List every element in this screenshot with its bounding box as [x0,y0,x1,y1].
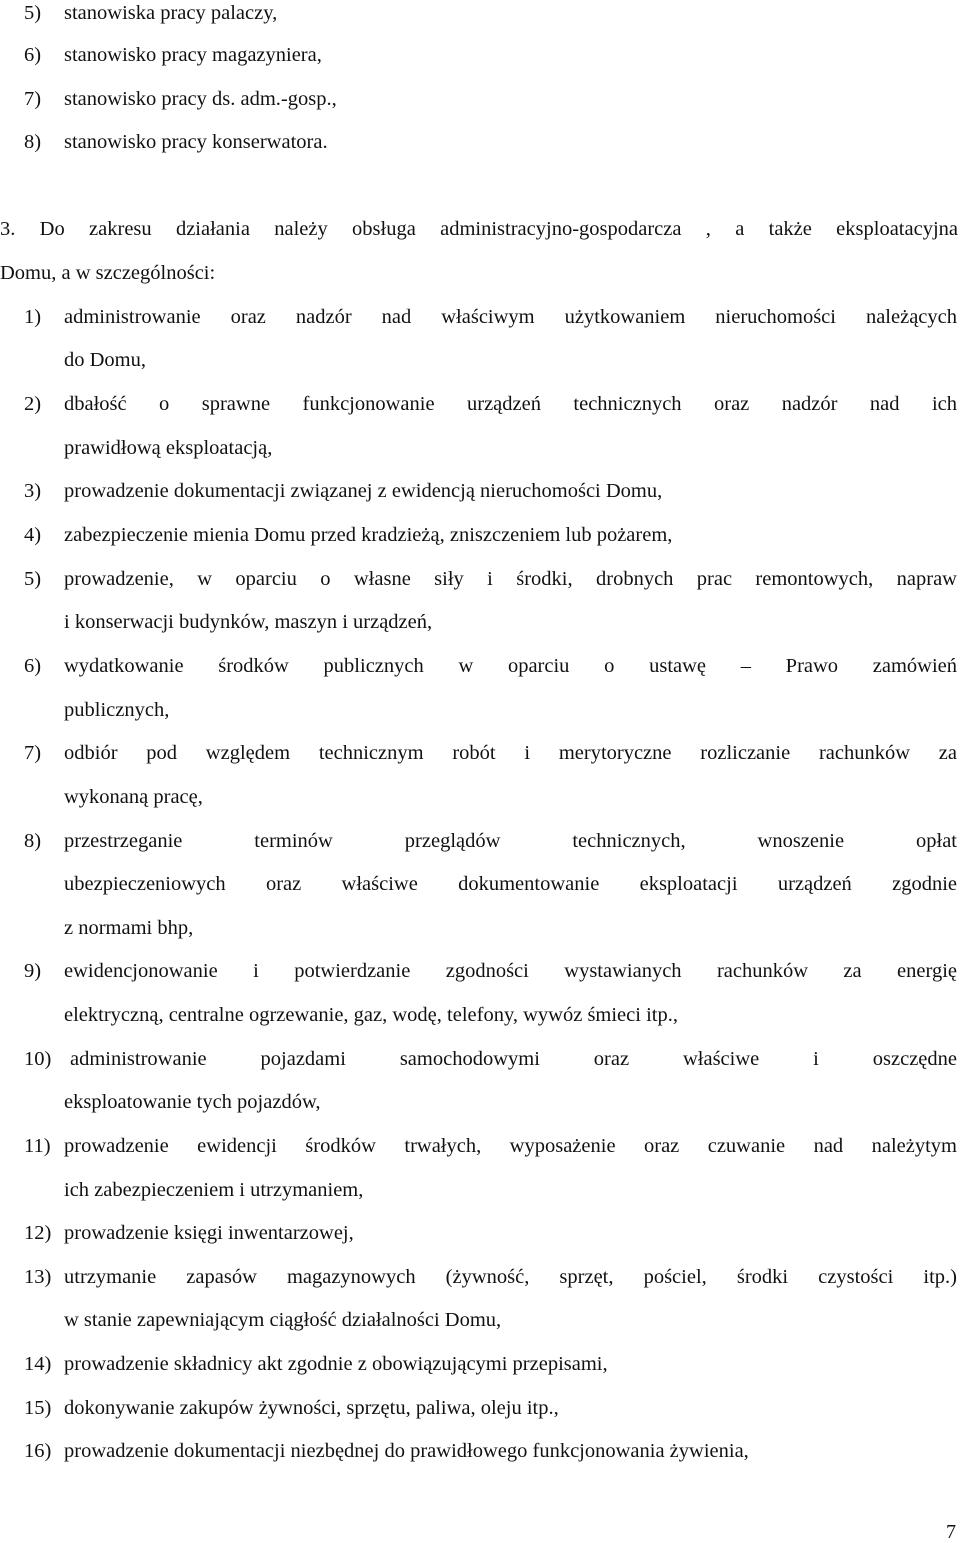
item-text: do Domu, [64,349,146,371]
item-number: 16) [24,1440,52,1462]
item-number: 7) [24,742,42,764]
item-number: 11) [24,1135,51,1157]
item-text: administrowanie pojazdami samochodowymi oraz właściwe i oszczędne [70,1048,957,1070]
item-text: prowadzenie, w oparciu o własne siły i środki, drobnych prac remontowych, napraw [64,568,957,590]
item-number: 8) [24,830,42,852]
item-text: dokonywanie zakupów żywności, sprzętu, paliwa, oleju itp., [64,1397,559,1419]
item-number: 8) [24,131,42,153]
item-number: 6) [24,44,42,66]
item-text: prowadzenie dokumentacji związanej z ewidencją nieruchomości Domu, [64,480,663,502]
item-number: 13) [24,1266,52,1288]
item-number: 12) [24,1222,52,1244]
item-number: 15) [24,1397,52,1419]
item-number: 5) [24,2,42,24]
item-text: administrowanie oraz nadzór nad właściwym użytkowaniem nieruchomości należących [64,306,957,328]
item-text: stanowisko pracy konserwatora. [64,131,328,153]
item-text: utrzymanie zapasów magazynowych (żywność, sprzęt, pościel, środki czystości itp.) [64,1266,957,1288]
item-text: w stanie zapewniającym ciągłość działalności Domu, [64,1309,502,1331]
item-text: stanowiska pracy palaczy, [64,2,278,24]
item-text: prowadzenie składnicy akt zgodnie z obowiązującymi przepisami, [64,1353,608,1375]
item-number: 9) [24,960,42,982]
item-number: 14) [24,1353,52,1375]
item-text: publicznych, [64,699,170,721]
item-text: ewidencjonowanie i potwierdzanie zgodności wystawianych rachunków za energię [64,960,957,982]
item-text: wykonaną pracę, [64,786,203,808]
item-text: prawidłową eksploatacją, [64,437,273,459]
item-text: prowadzenie księgi inwentarzowej, [64,1222,354,1244]
section-3-line-2: Domu, a w szczególności: [0,262,216,284]
item-text: stanowisko pracy ds. adm.-gosp., [64,88,337,110]
item-number: 2) [24,393,42,415]
item-text: ich zabezpieczeniem i utrzymaniem, [64,1179,364,1201]
item-text: odbiór pod względem technicznym robót i merytoryczne rozliczanie rachunków za [64,742,957,764]
item-text: stanowisko pracy magazyniera, [64,44,322,66]
item-text: elektryczną, centralne ogrzewanie, gaz, wodę, telefony, wywóz śmieci itp., [64,1004,678,1026]
item-text: zabezpieczenie mienia Domu przed kradzieżą, zniszczeniem lub pożarem, [64,524,673,546]
item-text: ubezpieczeniowych oraz właściwe dokumentowanie eksploatacji urządzeń zgodnie [64,873,957,895]
list-item [24,42,322,68]
item-number: 1) [24,306,42,328]
list-item [24,0,277,26]
list-item [24,129,328,155]
item-number: 4) [24,524,42,546]
page-number: 7 [946,1521,956,1543]
item-number: 10) [24,1048,52,1070]
item-number: 7) [24,88,42,110]
item-text: i konserwacji budynków, maszyn i urządzeń, [64,611,433,633]
item-number: 3) [24,480,42,502]
list-item [24,86,337,112]
item-text: dbałość o sprawne funkcjonowanie urządzeń technicznych oraz nadzór nad ich [64,393,957,415]
section-3-line-1: 3. Do zakresu działania należy obsługa administracyjno-gospodarcza , a także eksploatacyjna [0,218,958,240]
item-text: przestrzeganie terminów przeglądów technicznych, wnoszenie opłat [64,830,957,852]
item-text: eksploatowanie tych pojazdów, [64,1091,321,1113]
item-text: z normami bhp, [64,917,194,939]
item-text: wydatkowanie środków publicznych w oparciu o ustawę – Prawo zamówień [64,655,957,677]
item-number: 6) [24,655,42,677]
item-number: 5) [24,568,42,590]
item-text: prowadzenie dokumentacji niezbędnej do prawidłowego funkcjonowania żywienia, [64,1440,749,1462]
item-text: prowadzenie ewidencji środków trwałych, wyposażenie oraz czuwanie nad należytym [64,1135,957,1157]
